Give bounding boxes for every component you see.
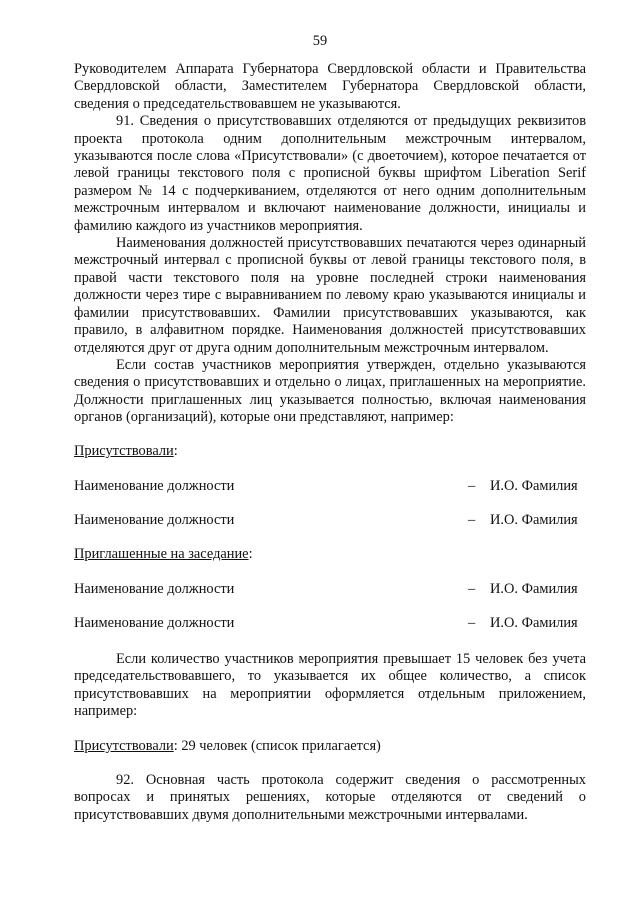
person-name: И.О. Фамилия	[490, 478, 578, 494]
person-name: И.О. Фамилия	[490, 512, 578, 528]
present-count-text: : 29 человек (список прилагается)	[173, 738, 381, 754]
position-title: Наименование должности	[74, 512, 235, 528]
paragraph-91: 91. Сведения о присутствовавших отделяются от предыдущих реквизитов проекта протокола одним дополнительным межстрочным интервалом, указываются после слова «Присутствовали» (с двоеточием), которое печатается от левой границы текстового поля с прописной буквы шрифтом Liberation Serif размером № 14 с подчеркиванием, отделяются от него одним дополнительным межстрочным интервалом и включают наименование должности, инициалы и фамилию каждого из участников мероприятия.	[74, 113, 586, 234]
invited-colon: :	[248, 546, 253, 562]
text-block-count	[74, 651, 586, 721]
invited-heading	[74, 546, 253, 563]
position-title: Наименование должности	[74, 581, 235, 597]
present-label: Присутствовали	[74, 443, 174, 459]
page-number: 59	[312, 33, 328, 49]
invited-row	[74, 615, 586, 633]
present-row	[74, 478, 586, 496]
person-name: И.О. Фамилия	[490, 581, 578, 597]
person-name: И.О. Фамилия	[490, 615, 578, 631]
present-count-label: Присутствовали	[74, 738, 174, 754]
present-count-line	[74, 738, 381, 755]
dash: –	[468, 581, 476, 597]
paragraph-92: 92. Основная часть протокола содержит сведения о рассмотренных вопросах и принятых решениях, которые отделяются от сведений о присутствовавших двумя дополнительными межстрочными интервалами.	[74, 772, 586, 823]
present-colon: :	[173, 443, 178, 459]
position-title: Наименование должности	[74, 478, 235, 494]
present-heading	[74, 443, 178, 460]
invited-row	[74, 581, 586, 599]
dash: –	[468, 478, 476, 494]
position-title: Наименование должности	[74, 615, 235, 631]
dash: –	[468, 512, 476, 528]
paragraph-intro: Руководителем Аппарата Губернатора Свердловской области и Правительства Свердловской области, Заместителем Губернатора Свердловской области, сведения о председательствовавшем не указываются.	[74, 61, 586, 112]
text-block-92	[74, 772, 586, 824]
dash: –	[468, 615, 476, 631]
paragraph-invited: Если состав участников мероприятия утвержден, отдельно указываются сведения о присутствовавших и отдельно о лицах, приглашенных на мероприятие. Должности приглашенных лиц указывается полностью, включая наименования органов (организаций), которые они представляют, например:	[74, 356, 586, 426]
text-block-top	[74, 61, 586, 427]
present-row	[74, 512, 586, 530]
paragraph-count: Если количество участников мероприятия превышает 15 человек без учета председательствовавшего, то указывается их общее количество, а список присутствовавших на мероприятии оформляется отдельным приложением, например:	[74, 651, 586, 720]
paragraph-position-names: Наименования должностей присутствовавших печатаются через одинарный межстрочный интервал с прописной буквы от левой границы текстового поля, в правой части текстового поля на уровне последней строки наименования должности через тире с выравниванием по левому краю указываются инициалы и фамилии присутствовавших. Фамилии присутствовавших указываются, как правило, в алфавитном порядке. Наименования должностей присутствовавших отделяются друг от друга одним дополнительным межстрочным интервалом.	[74, 235, 586, 356]
invited-label: Приглашенные на заседание	[74, 546, 249, 562]
